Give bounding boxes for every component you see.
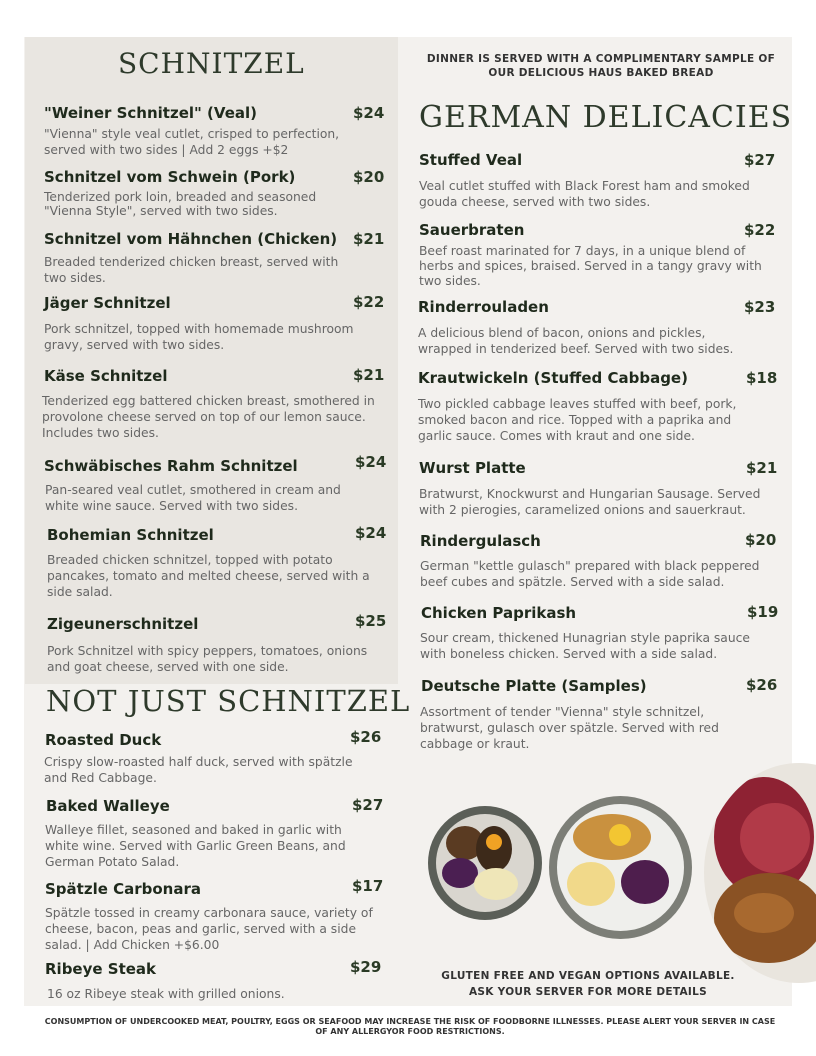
menu-item-price: $21: [353, 366, 385, 384]
menu-item-desc: "Vienna" style veal cutlet, crisped to perfection, served with two sides | Add 2 eggs +$2: [44, 127, 340, 157]
menu-item-name: Baked Walleye: [46, 797, 170, 815]
menu-item-price: $24: [355, 524, 387, 542]
menu-item-desc: A delicious blend of bacon, onions and pickles, wrapped in tenderized beef. Served with two sides.: [418, 326, 734, 356]
menu-item-price: $20: [353, 168, 385, 186]
food-safety-disclaimer: CONSUMPTION OF UNDERCOOKED MEAT, POULTRY, EGGS OR SEAFOOD MAY INCREASE THE RISK OF FOODBORNE ILLNESSES. PLEASE ALERT YOUR SERVER IN CASE OF ANY ALLERGYOR FOOD RESTRICTIONS.: [44, 1017, 776, 1036]
menu-item-desc: Spätzle tossed in creamy carbonara sauce, variety of cheese, bacon, peas and garlic, served with a side salad. | Add Chicken +$6.00: [45, 906, 373, 952]
menu-item-name: Rindergulasch: [420, 532, 541, 550]
menu-item-name: Käse Schnitzel: [44, 367, 168, 385]
menu-item-name: Stuffed Veal: [419, 151, 523, 169]
menu-item-name: Bohemian Schnitzel: [47, 526, 214, 544]
menu-item-desc: Breaded tenderized chicken breast, served with two sides.: [44, 255, 339, 285]
menu-item-price: $24: [353, 104, 385, 122]
menu-item-name: "Weiner Schnitzel" (Veal): [44, 104, 257, 122]
menu-item-desc: 16 oz Ribeye steak with grilled onions.: [47, 987, 285, 1001]
menu-item-desc: Beef roast marinated for 7 days, in a unique blend of herbs and spices, braised. Served in a tangy gravy with two sides.: [419, 244, 762, 288]
menu-item-name: Zigeunerschnitzel: [47, 615, 199, 633]
schnitzel-heading: SCHNITZEL: [118, 47, 305, 80]
menu-item-name: Spätzle Carbonara: [45, 880, 201, 898]
menu-item-name: Chicken Paprikash: [421, 604, 577, 622]
menu-item-name: Schwäbisches Rahm Schnitzel: [44, 457, 298, 475]
options-note-line1: GLUTEN FREE AND VEGAN OPTIONS AVAILABLE.: [441, 970, 735, 982]
menu-item-desc: Pork Schnitzel with spicy peppers, tomatoes, onions and goat cheese, served with one side.: [47, 644, 368, 674]
menu-item-price: $19: [747, 603, 779, 621]
menu-item-price: $20: [745, 531, 777, 549]
menu-item-price: $23: [744, 298, 776, 316]
menu-item-name: Sauerbraten: [419, 221, 525, 239]
menu-item-desc: Veal cutlet stuffed with Black Forest ham and smoked gouda cheese, served with two sides.: [419, 179, 750, 209]
options-note: [418, 969, 758, 999]
options-note-line2: ASK YOUR SERVER FOR MORE DETAILS: [468, 986, 707, 998]
menu-item-name: Ribeye Steak: [45, 960, 157, 978]
menu-item-name: Krautwickeln (Stuffed Cabbage): [418, 369, 688, 387]
food-photo-schnitzel: [549, 796, 692, 939]
menu-item-desc: Two pickled cabbage leaves stuffed with beef, pork, smoked bacon and rice. Topped with a paprika and garlic sauce. Comes with kraut and one side.: [418, 397, 737, 443]
menu-item-price: $17: [352, 877, 384, 895]
menu-item-price: $26: [350, 728, 382, 746]
menu-item-name: Roasted Duck: [45, 731, 162, 749]
menu-item-desc: Pork schnitzel, topped with homemade mushroom gravy, served with two sides.: [44, 322, 354, 352]
not-just-schnitzel-heading: NOT JUST SCHNITZEL: [46, 684, 411, 718]
menu-item-desc: Tenderized egg battered chicken breast, smothered in provolone cheese served on top of our lemon sauce. Includes two sides.: [42, 394, 375, 440]
menu-item-price: $21: [353, 230, 385, 248]
menu-item-desc: Crispy slow-roasted half duck, served with spätzle and Red Cabbage.: [44, 755, 353, 785]
german-delicacies-heading: GERMAN DELICACIES: [419, 100, 793, 135]
menu-item-price: $18: [746, 369, 778, 387]
menu-item-desc: Bratwurst, Knockwurst and Hungarian Sausage. Served with 2 pierogies, caramelized onions and sauerkraut.: [419, 487, 761, 517]
menu-item-price: $29: [350, 958, 382, 976]
menu-item-desc: Pan-seared veal cutlet, smothered in cream and white wine sauce. Served with two sides.: [45, 483, 341, 513]
menu-item-price: $27: [744, 151, 776, 169]
menu-item-price: $25: [355, 612, 387, 630]
menu-item-price: $21: [746, 459, 778, 477]
menu-item-name: Rinderrouladen: [418, 298, 549, 316]
menu-item-name: Wurst Platte: [419, 459, 526, 477]
menu-item-name: Deutsche Platte (Samples): [421, 677, 647, 695]
menu-item-desc: Assortment of tender "Vienna" style schnitzel, bratwurst, gulasch over spätzle. Served with red cabbage or kraut.: [420, 705, 719, 751]
menu-item-price: $27: [352, 796, 384, 814]
menu-item-name: Schnitzel vom Schwein (Pork): [44, 168, 296, 186]
menu-item-name: Jäger Schnitzel: [44, 294, 171, 312]
menu-item-price: $26: [746, 676, 778, 694]
menu-item-desc: Breaded chicken schnitzel, topped with potato pancakes, tomato and melted cheese, served with a side salad.: [47, 553, 370, 599]
menu-item-price: $22: [353, 293, 385, 311]
menu-item-desc: Walleye fillet, seasoned and baked in garlic with white wine. Served with Garlic Green Beans, and German Potato Salad.: [45, 823, 346, 869]
menu-item-desc: Sour cream, thickened Hunagrian style paprika sauce with boneless chicken. Served with a side salad.: [420, 631, 750, 661]
menu-item-name: Schnitzel vom Hähnchen (Chicken): [44, 230, 338, 248]
menu-item-desc: Tenderized pork loin, breaded and seasoned "Vienna Style", served with two sides.: [44, 190, 317, 218]
menu-item-price: $22: [744, 221, 776, 239]
menu-item-price: $24: [355, 453, 387, 471]
menu-item-desc: German "kettle gulasch" prepared with black peppered beef cubes and spätzle. Served with a side salad.: [420, 559, 760, 589]
food-photo-duck: [428, 806, 542, 920]
bread-note: DINNER IS SERVED WITH A COMPLIMENTARY SAMPLE OF OUR DELICIOUS HAUS BAKED BREAD: [426, 53, 776, 79]
